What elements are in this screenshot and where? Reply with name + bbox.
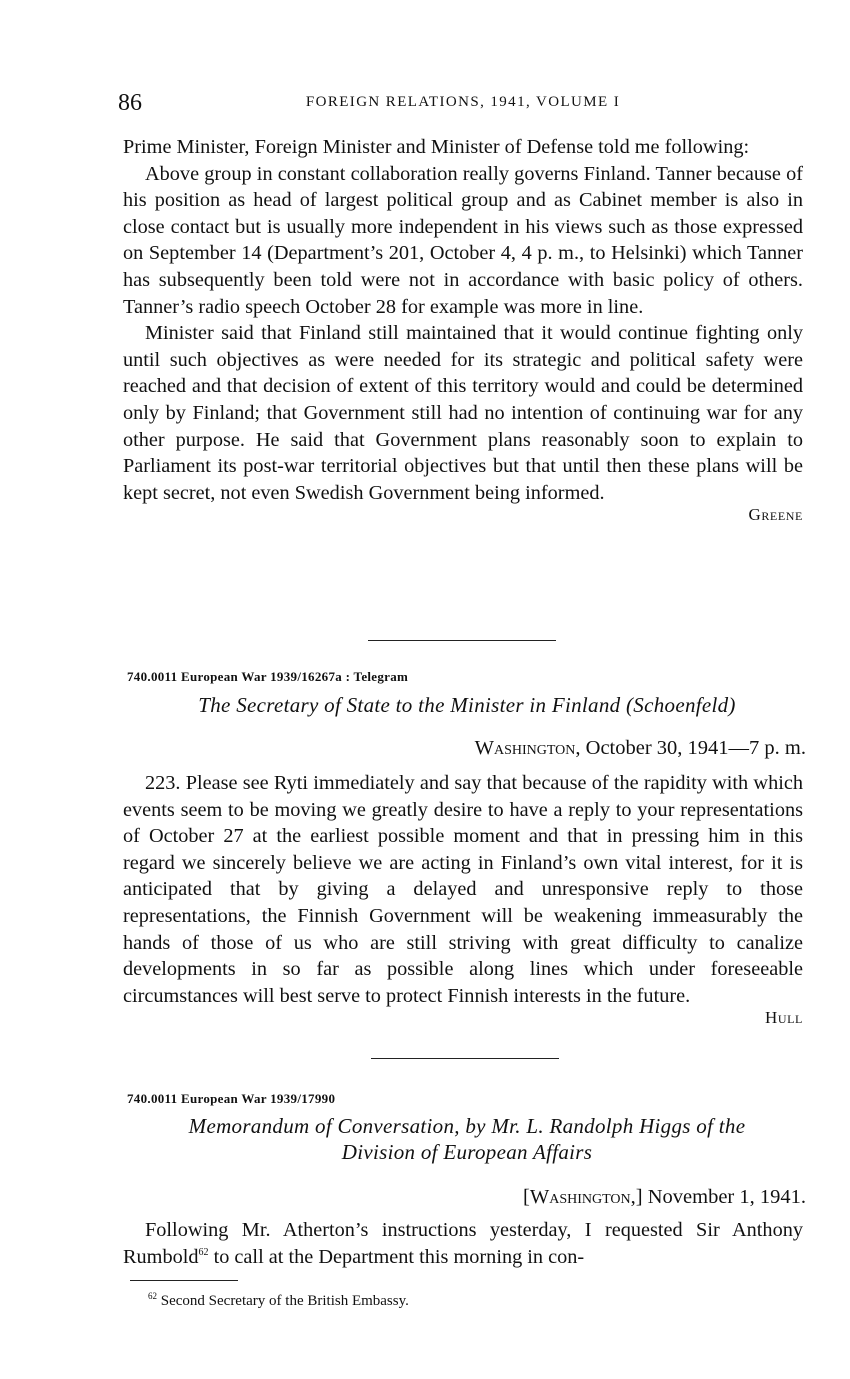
footnote [148,1291,409,1310]
doc1-signature: Greene [748,505,803,525]
doc3-title [127,1113,807,1165]
doc2-dateline-date: October 30, 1941—7 p. m. [585,737,806,759]
doc3-dateline [523,1186,806,1209]
footnote-mark: 62 [148,1291,157,1301]
section-divider [371,1058,559,1059]
doc1-paragraph-3: Minister said that Finland still maintained that it would continue fighting only until such objectives as were needed for its strategic and political safety were reached and that decision of extent of this territory would and could be determined only by Finland; that Government still had no intention of continuing war for any other purpose. He said that Government plans reasonably soon to explain to Parliament its post-war territorial objectives but that until then these plans will be kept secret, not even Swedish Government being informed. [123,322,803,504]
doc1-paragraph-1: Prime Minister, Foreign Minister and Minister of Defense told me following: [123,136,750,158]
doc3-paragraph-continued: to call at the Department this morning in con- [208,1245,585,1268]
page-number: 86 [118,90,142,116]
doc2-body [123,770,803,1032]
doc2-paragraph: 223. Please see Ryti immediately and say that because of the rapidity with which events seem to be moving we greatly desire to have a reply to your representations of October 27 at the earliest possible moment and that in pressing him in this regard we sincerely believe we are acting in Finland’s own vital interest, for it is anticipated that by giving a delayed and unresponsive reply to those representations, the Finnish Government will be weakening immeasurably the hands of those of us who are still striving with great difficulty to canalize developments in so far as possible along lines which under foreseeable circumstances will best serve to protect Finnish interests in the future. [123,772,803,1007]
doc2-dateline [475,737,806,760]
doc3-dateline-place: [Washington,] [523,1186,643,1208]
page-header [118,90,808,120]
doc2-file-number: 740.0011 European War 1939/16267a : Telegram [127,669,409,684]
running-head: FOREIGN RELATIONS, 1941, VOLUME I [305,94,621,110]
doc1-paragraph-2: Above group in constant collaboration really governs Finland. Tanner because of his position as head of largest political group and as Cabinet member is also in close contact but is usually more independent in his views such as those expressed on September 14 (Department’s 201, October 4, 4 p. m., to Helsinki) which Tanner has subsequently been told were not in accordance with basic policy of others. Tanner’s radio speech October 28 for example was more in line. [123,162,803,318]
doc3-title-line-2: Division of European Affairs [341,1140,593,1164]
doc3-body [123,1217,803,1270]
footnote-divider [130,1280,238,1281]
section-divider [368,640,556,641]
doc2-dateline-place: Washington, [474,737,581,759]
footnote-reference: 62 [198,1246,209,1258]
doc3-paragraph [123,1217,803,1270]
doc1-body [123,134,803,529]
footnote-text: Second Secretary of the British Embassy. [160,1293,409,1309]
doc2-title: The Secretary of State to the Minister in Finland (Schoenfeld) [198,693,736,717]
doc2-signature: Hull [764,1008,803,1028]
doc3-paragraph-text: Following Mr. Atherton’s instructions yesterday, I requested Sir Anthony Rumbold [123,1219,803,1268]
doc3-file-number: 740.0011 European War 1939/17990 [127,1091,336,1106]
doc3-title-line-1: Memorandum of Conversation, by Mr. L. Randolph Higgs of the [188,1114,746,1138]
doc3-dateline-date: November 1, 1941. [647,1186,806,1208]
